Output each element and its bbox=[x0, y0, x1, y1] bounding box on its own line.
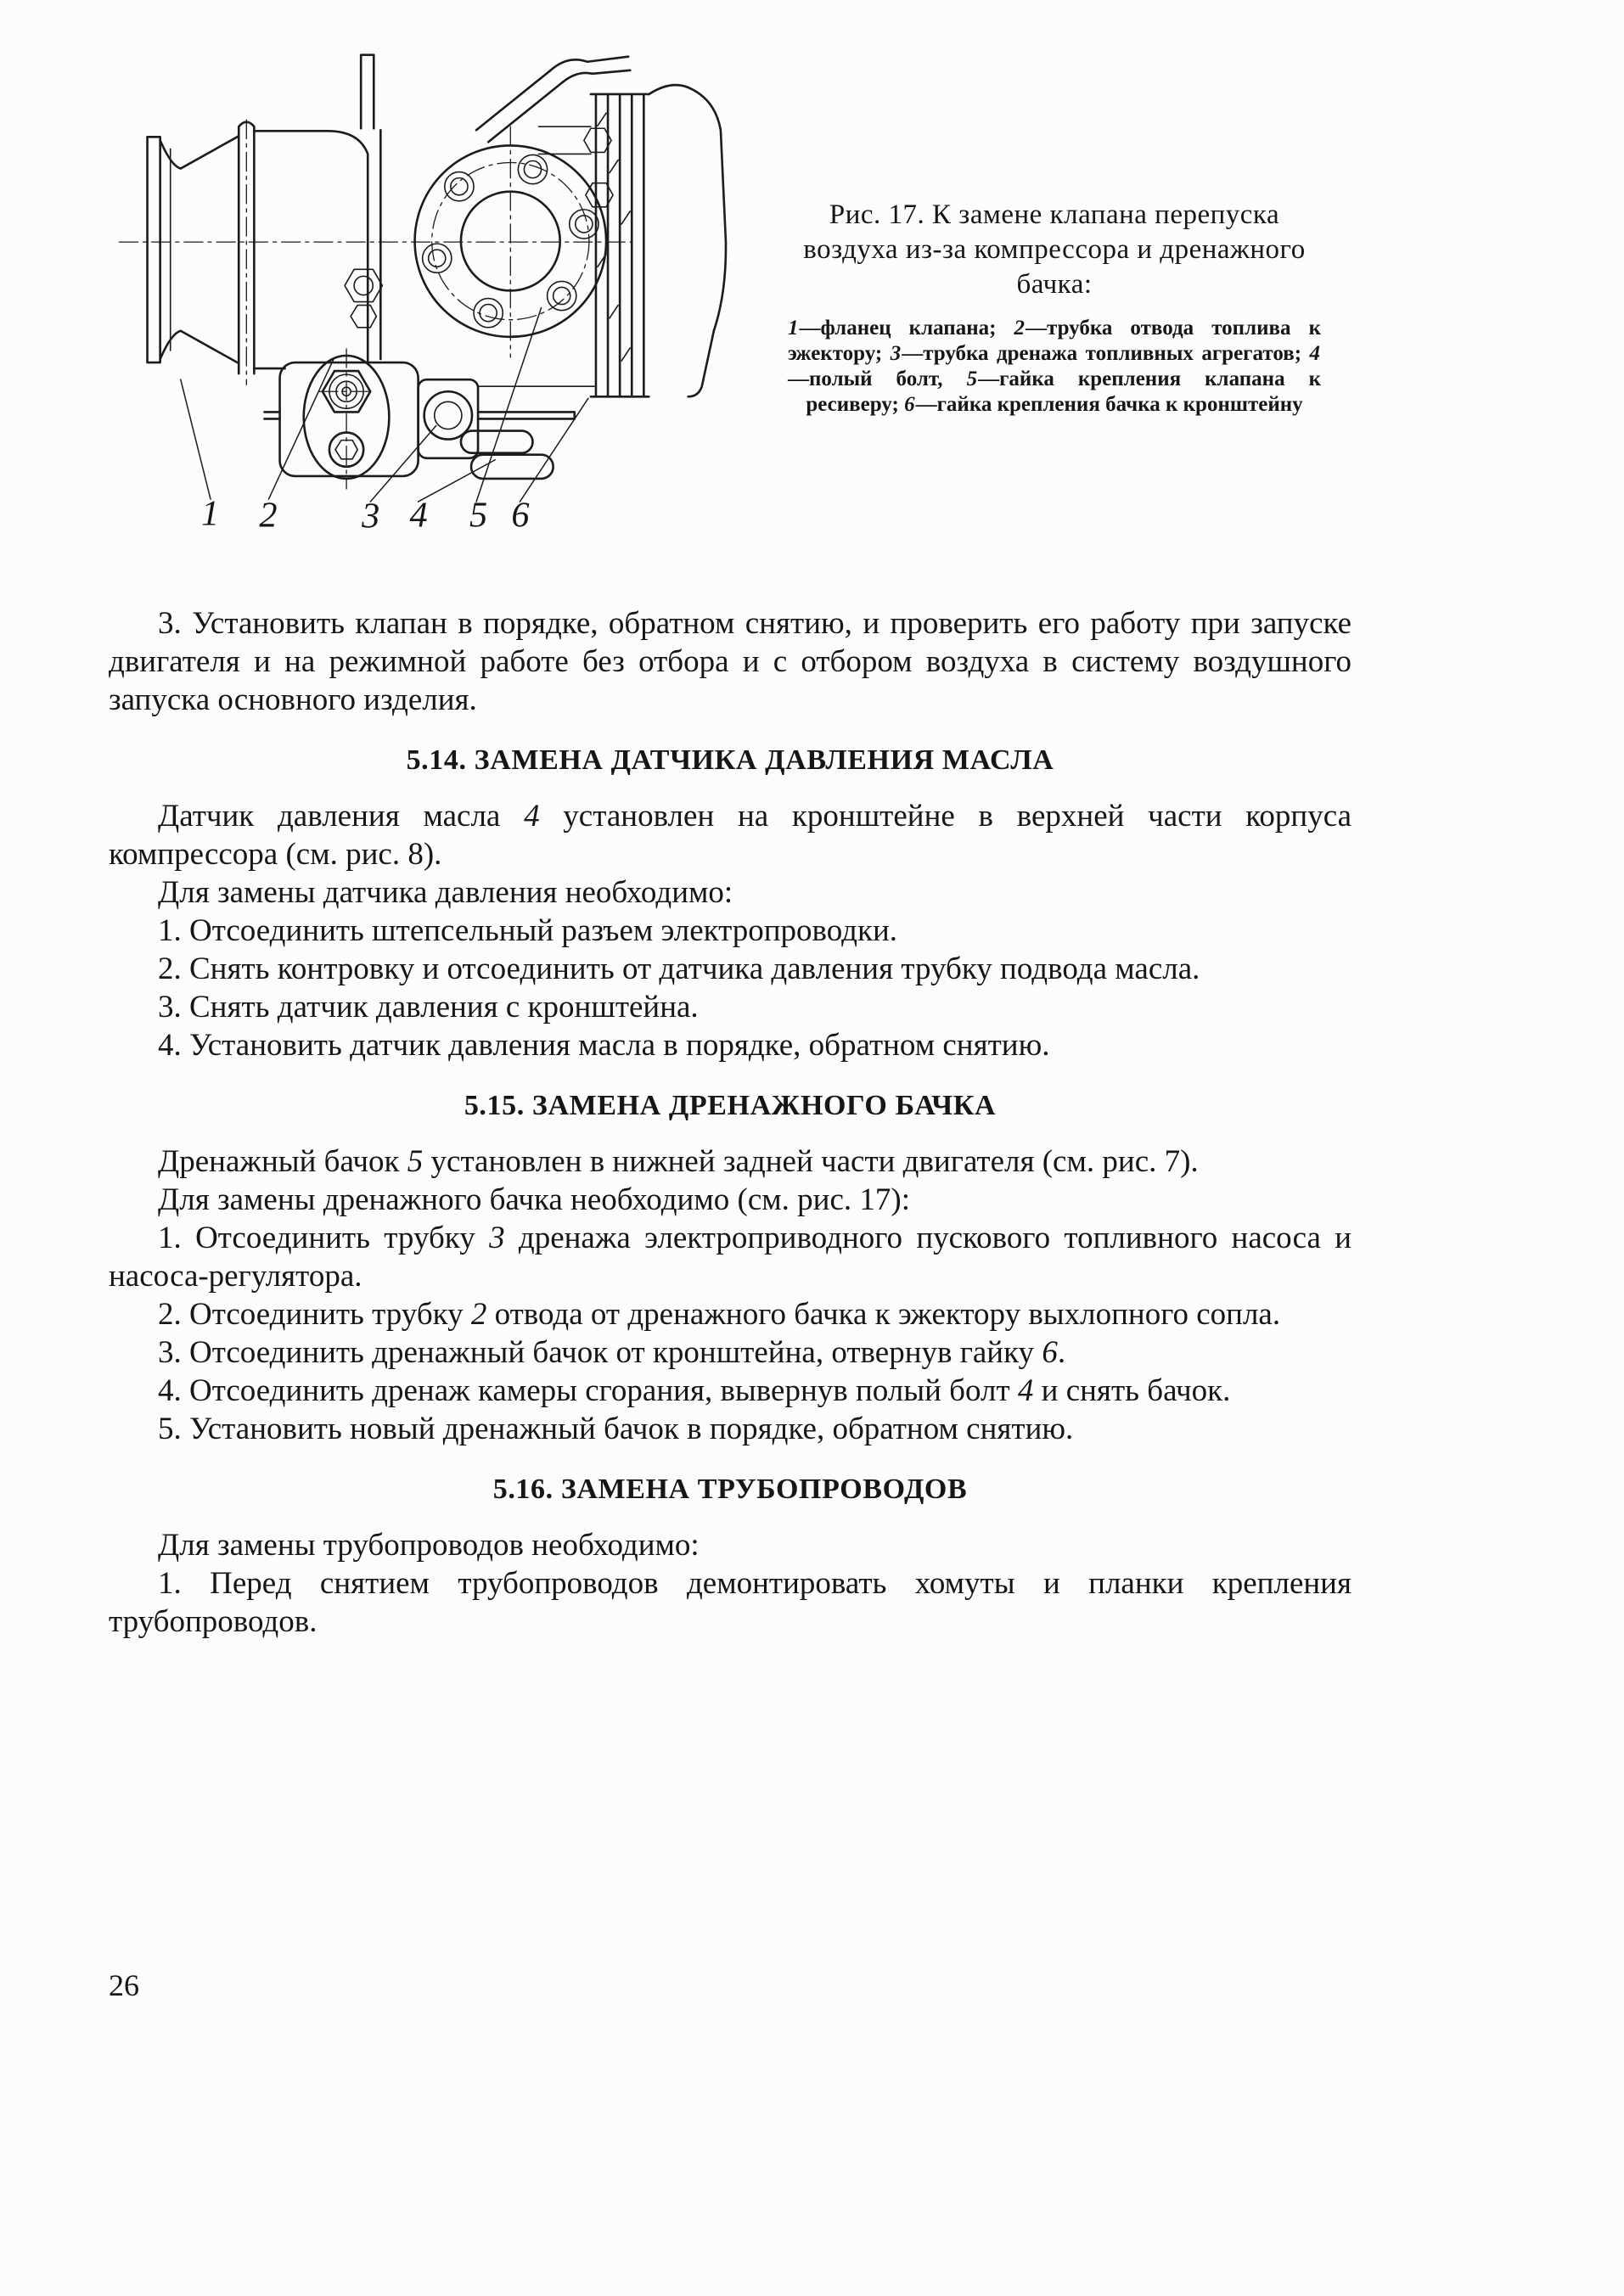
legend-text: —полый болт, bbox=[788, 368, 967, 390]
section-5-16-heading: 5.16. ЗАМЕНА ТРУБОПРОВОДОВ bbox=[492, 1474, 968, 1505]
figure-callout-1: 1 bbox=[200, 493, 220, 534]
text-run: и снять бачок. bbox=[1033, 1373, 1231, 1408]
legend-entry bbox=[904, 393, 1303, 416]
list-item-516-1: 1. Перед снятием трубопроводов демонтировать хомуты и планки крепления трубопроводов. bbox=[109, 1566, 1351, 1639]
paragraph-oil-sensor-intro: Для замены датчика давления необходимо: bbox=[158, 875, 733, 910]
engine-valve-drawing bbox=[75, 44, 733, 541]
text-run: . bbox=[1057, 1335, 1066, 1370]
list-item-515-3 bbox=[109, 1333, 1351, 1372]
text-run: Датчик давления масла bbox=[158, 799, 525, 834]
legend-text: —гайка крепления клапана к ресиверу; bbox=[806, 368, 1321, 416]
list-item-514-2: 2. Снять контровку и отсоединить от датчика давления трубку подвода масла. bbox=[158, 952, 1200, 986]
ref-number: 4 bbox=[524, 799, 540, 834]
ref-number: 4 bbox=[1017, 1373, 1034, 1408]
section-5-14-heading: 5.14. ЗАМЕНА ДАТЧИКА ДАВЛЕНИЯ МАСЛА bbox=[406, 744, 1054, 776]
legend-number: 3 bbox=[890, 342, 902, 365]
list-item-515-5: 5. Установить новый дренажный бачок в порядке, обратном снятию. bbox=[158, 1412, 1074, 1446]
text-run: дренажа электроприводного пускового топливного насоса и насоса-регулятора. bbox=[109, 1221, 1352, 1294]
list-item-514-1: 1. Отсоединить штепсельный разъем электропроводки. bbox=[158, 913, 898, 948]
legend-entry bbox=[891, 342, 1310, 365]
figure-callout-3: 3 bbox=[362, 496, 380, 536]
legend-number: 4 bbox=[1309, 342, 1320, 365]
figure-callout-2: 2 bbox=[259, 495, 278, 536]
paragraph-install-valve: 3. Установить клапан в порядке, обратном снятию, и проверить его работу при запуске двигателя и на режимной работе без отбора и с отбором воздуха в систему воздушного запуска основного изделия. bbox=[109, 606, 1351, 717]
paragraph-drain-tank-intro: Для замены дренажного бачка необходимо (см. рис. 17): bbox=[158, 1182, 910, 1217]
section-5-15-heading: 5.15. ЗАМЕНА ДРЕНАЖНОГО БАЧКА bbox=[464, 1090, 997, 1121]
ref-number: 6 bbox=[1042, 1335, 1058, 1370]
legend-number: 2 bbox=[1014, 317, 1025, 340]
list-item-515-1 bbox=[109, 1219, 1351, 1295]
legend-text: —гайка крепления бачка к кронштейну bbox=[915, 393, 1303, 416]
list-item-515-2 bbox=[109, 1295, 1351, 1333]
list-item-514-3: 3. Снять датчик давления с кронштейна. bbox=[158, 990, 699, 1024]
paragraph-pipelines-intro: Для замены трубопроводов необходимо: bbox=[158, 1528, 700, 1563]
page-number: 26 bbox=[109, 1968, 139, 2002]
figure-caption-title: Рис. 17. К замене клапана перепуска воздуха из-за компрессора и дренажного бачка: bbox=[803, 199, 1306, 300]
text-run: 2. Отсоединить трубку bbox=[158, 1297, 471, 1332]
ref-number: 2 bbox=[470, 1297, 487, 1332]
text-run: 3. Отсоединить дренажный бачок от кронштейна, отвернув гайку bbox=[158, 1335, 1042, 1370]
text-run: 1. Отсоединить трубку bbox=[158, 1221, 490, 1255]
figure-callout-6: 6 bbox=[511, 495, 530, 536]
text-run: установлен в нижней задней части двигателя (см. рис. 7). bbox=[423, 1144, 1199, 1179]
ref-number: 5 bbox=[407, 1144, 424, 1179]
figure-legend bbox=[788, 316, 1321, 418]
list-item-514-4: 4. Установить датчик давления масла в порядке, обратном снятию. bbox=[158, 1028, 1050, 1063]
body-text-column bbox=[109, 604, 1351, 1641]
legend-number: 1 bbox=[788, 317, 799, 340]
text-run: отвода от дренажного бачка к эжектору выхлопного сопла. bbox=[486, 1297, 1281, 1332]
figure-callout-4: 4 bbox=[409, 495, 428, 536]
figure-callout-5: 5 bbox=[469, 495, 488, 536]
text-run: Дренажный бачок bbox=[158, 1144, 407, 1179]
legend-text: —фланец клапана; bbox=[799, 317, 1014, 340]
paragraph-oil-sensor-location bbox=[109, 797, 1351, 873]
list-item-515-4 bbox=[109, 1372, 1351, 1410]
legend-entry bbox=[788, 317, 1014, 340]
text-run: 4. Отсоединить дренаж камеры сгорания, вывернув полый болт bbox=[158, 1373, 1018, 1408]
legend-text: —трубка дренажа топливных агрегатов; bbox=[902, 342, 1310, 365]
text-run: установлен на кронштейне в верхней части корпуса компрессора (см. рис. 8). bbox=[109, 799, 1351, 872]
legend-number: 5 bbox=[966, 368, 978, 390]
paragraph-drain-tank-location bbox=[109, 1142, 1351, 1181]
legend-number: 6 bbox=[904, 393, 915, 416]
legend-text: —трубка отвода топлива к эжектору; bbox=[788, 317, 1321, 365]
figure-caption bbox=[788, 198, 1321, 418]
figure-17 bbox=[75, 44, 733, 541]
ref-number: 3 bbox=[489, 1221, 505, 1255]
